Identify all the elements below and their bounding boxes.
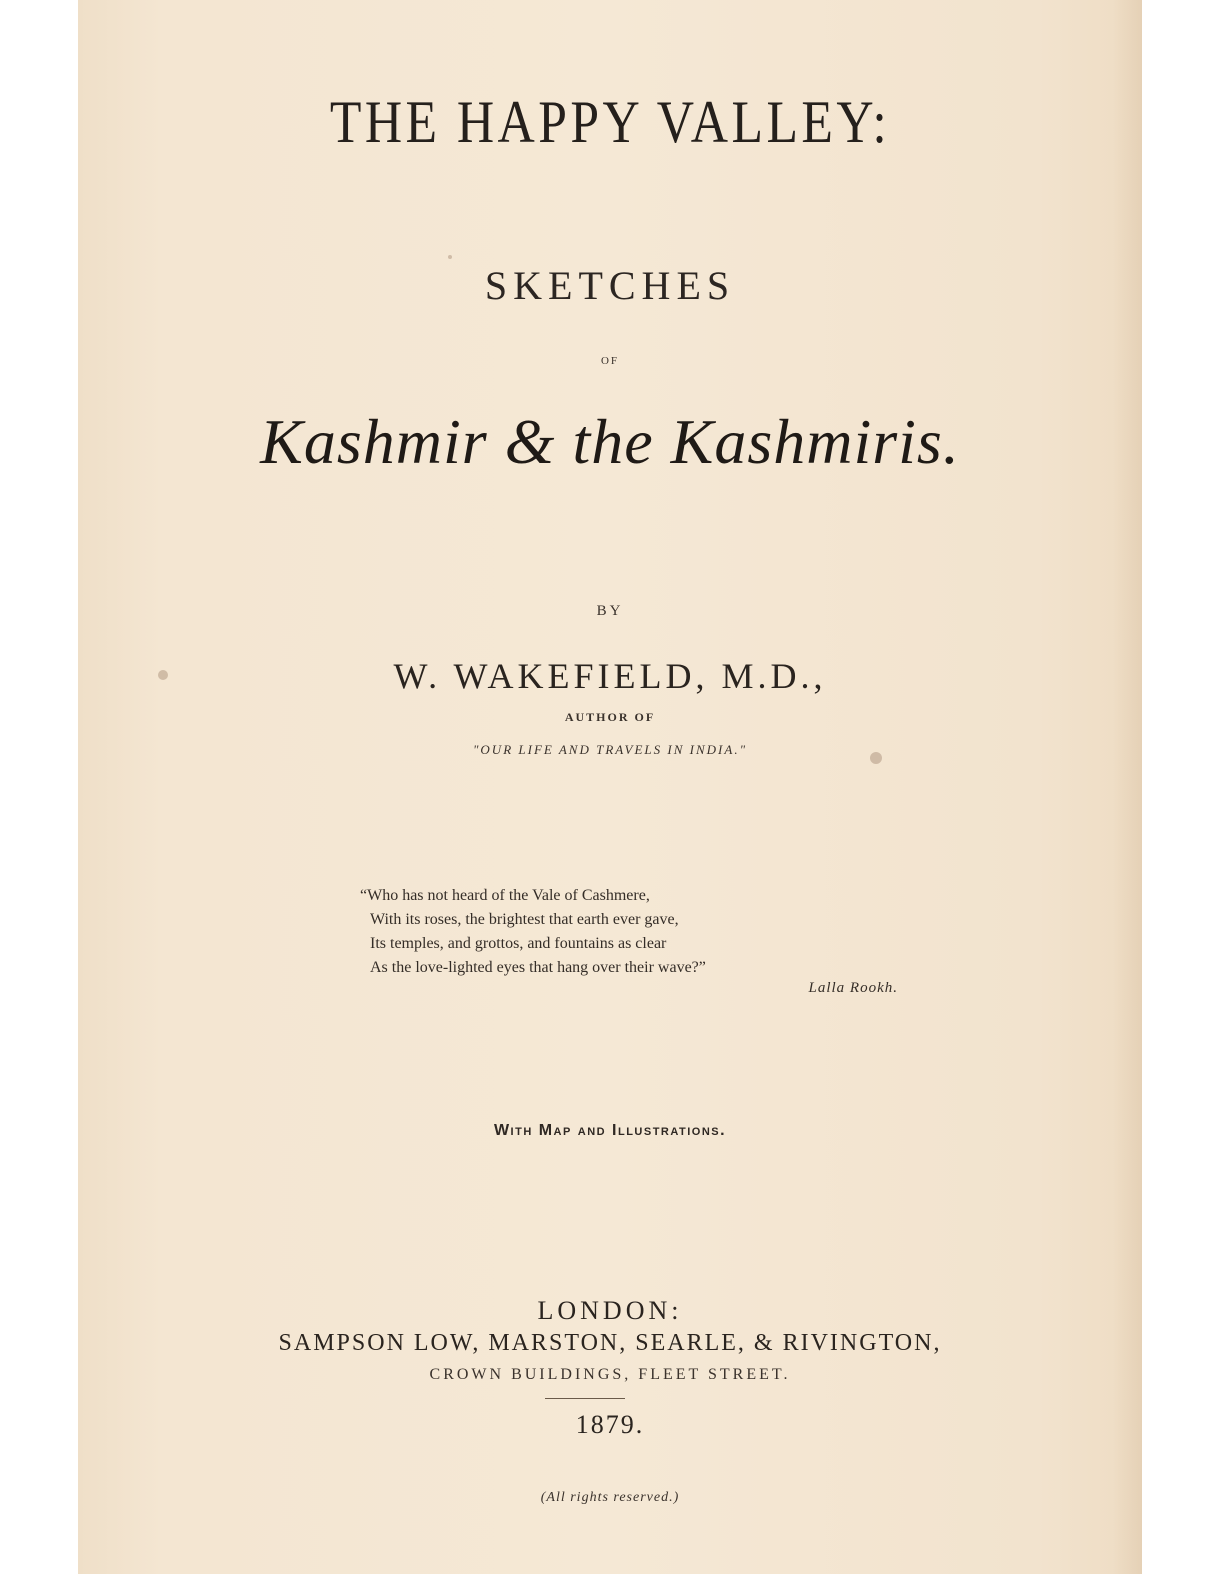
title-page [78, 0, 1142, 1574]
rights-notice: (All rights reserved.) [540, 1490, 680, 1505]
verse-line: With its roses, the brightest that earth ever gave, [370, 911, 679, 928]
verse-line: Its temples, and grottos, and fountains as clear [370, 935, 667, 952]
epigraph-verse [360, 884, 920, 980]
by-line: BY [596, 603, 624, 619]
imprint-city: LONDON: [537, 1296, 683, 1325]
illustrations-note: With Map and Illustrations. [493, 1122, 727, 1139]
imprint-publisher: SAMPSON LOW, MARSTON, SEARLE, & RIVINGTON, [278, 1330, 942, 1356]
paper-speck [448, 255, 452, 259]
imprint-address: CROWN BUILDINGS, FLEET STREET. [429, 1366, 791, 1383]
epigraph-attribution: Lalla Rookh. [808, 980, 898, 996]
subtitle-main: Kashmir & the Kashmiris. [260, 406, 960, 477]
divider-rule [545, 1398, 625, 1399]
verse-line: “Who has not heard of the Vale of Cashmere, [360, 887, 650, 904]
imprint-year: 1879. [575, 1410, 645, 1439]
subtitle-of: OF [600, 355, 620, 367]
book-title: THE HAPPY VALLEY: [329, 89, 891, 155]
prior-work-title: "OUR LIFE AND TRAVELS IN INDIA." [472, 742, 748, 757]
author-of-label: AUTHOR OF [564, 710, 656, 724]
verse-line: As the love-lighted eyes that hang over their wave?” [370, 959, 706, 976]
subtitle-sketches: SKETCHES [484, 263, 736, 308]
author-name: W. WAKEFIELD, M.D., [393, 656, 827, 696]
